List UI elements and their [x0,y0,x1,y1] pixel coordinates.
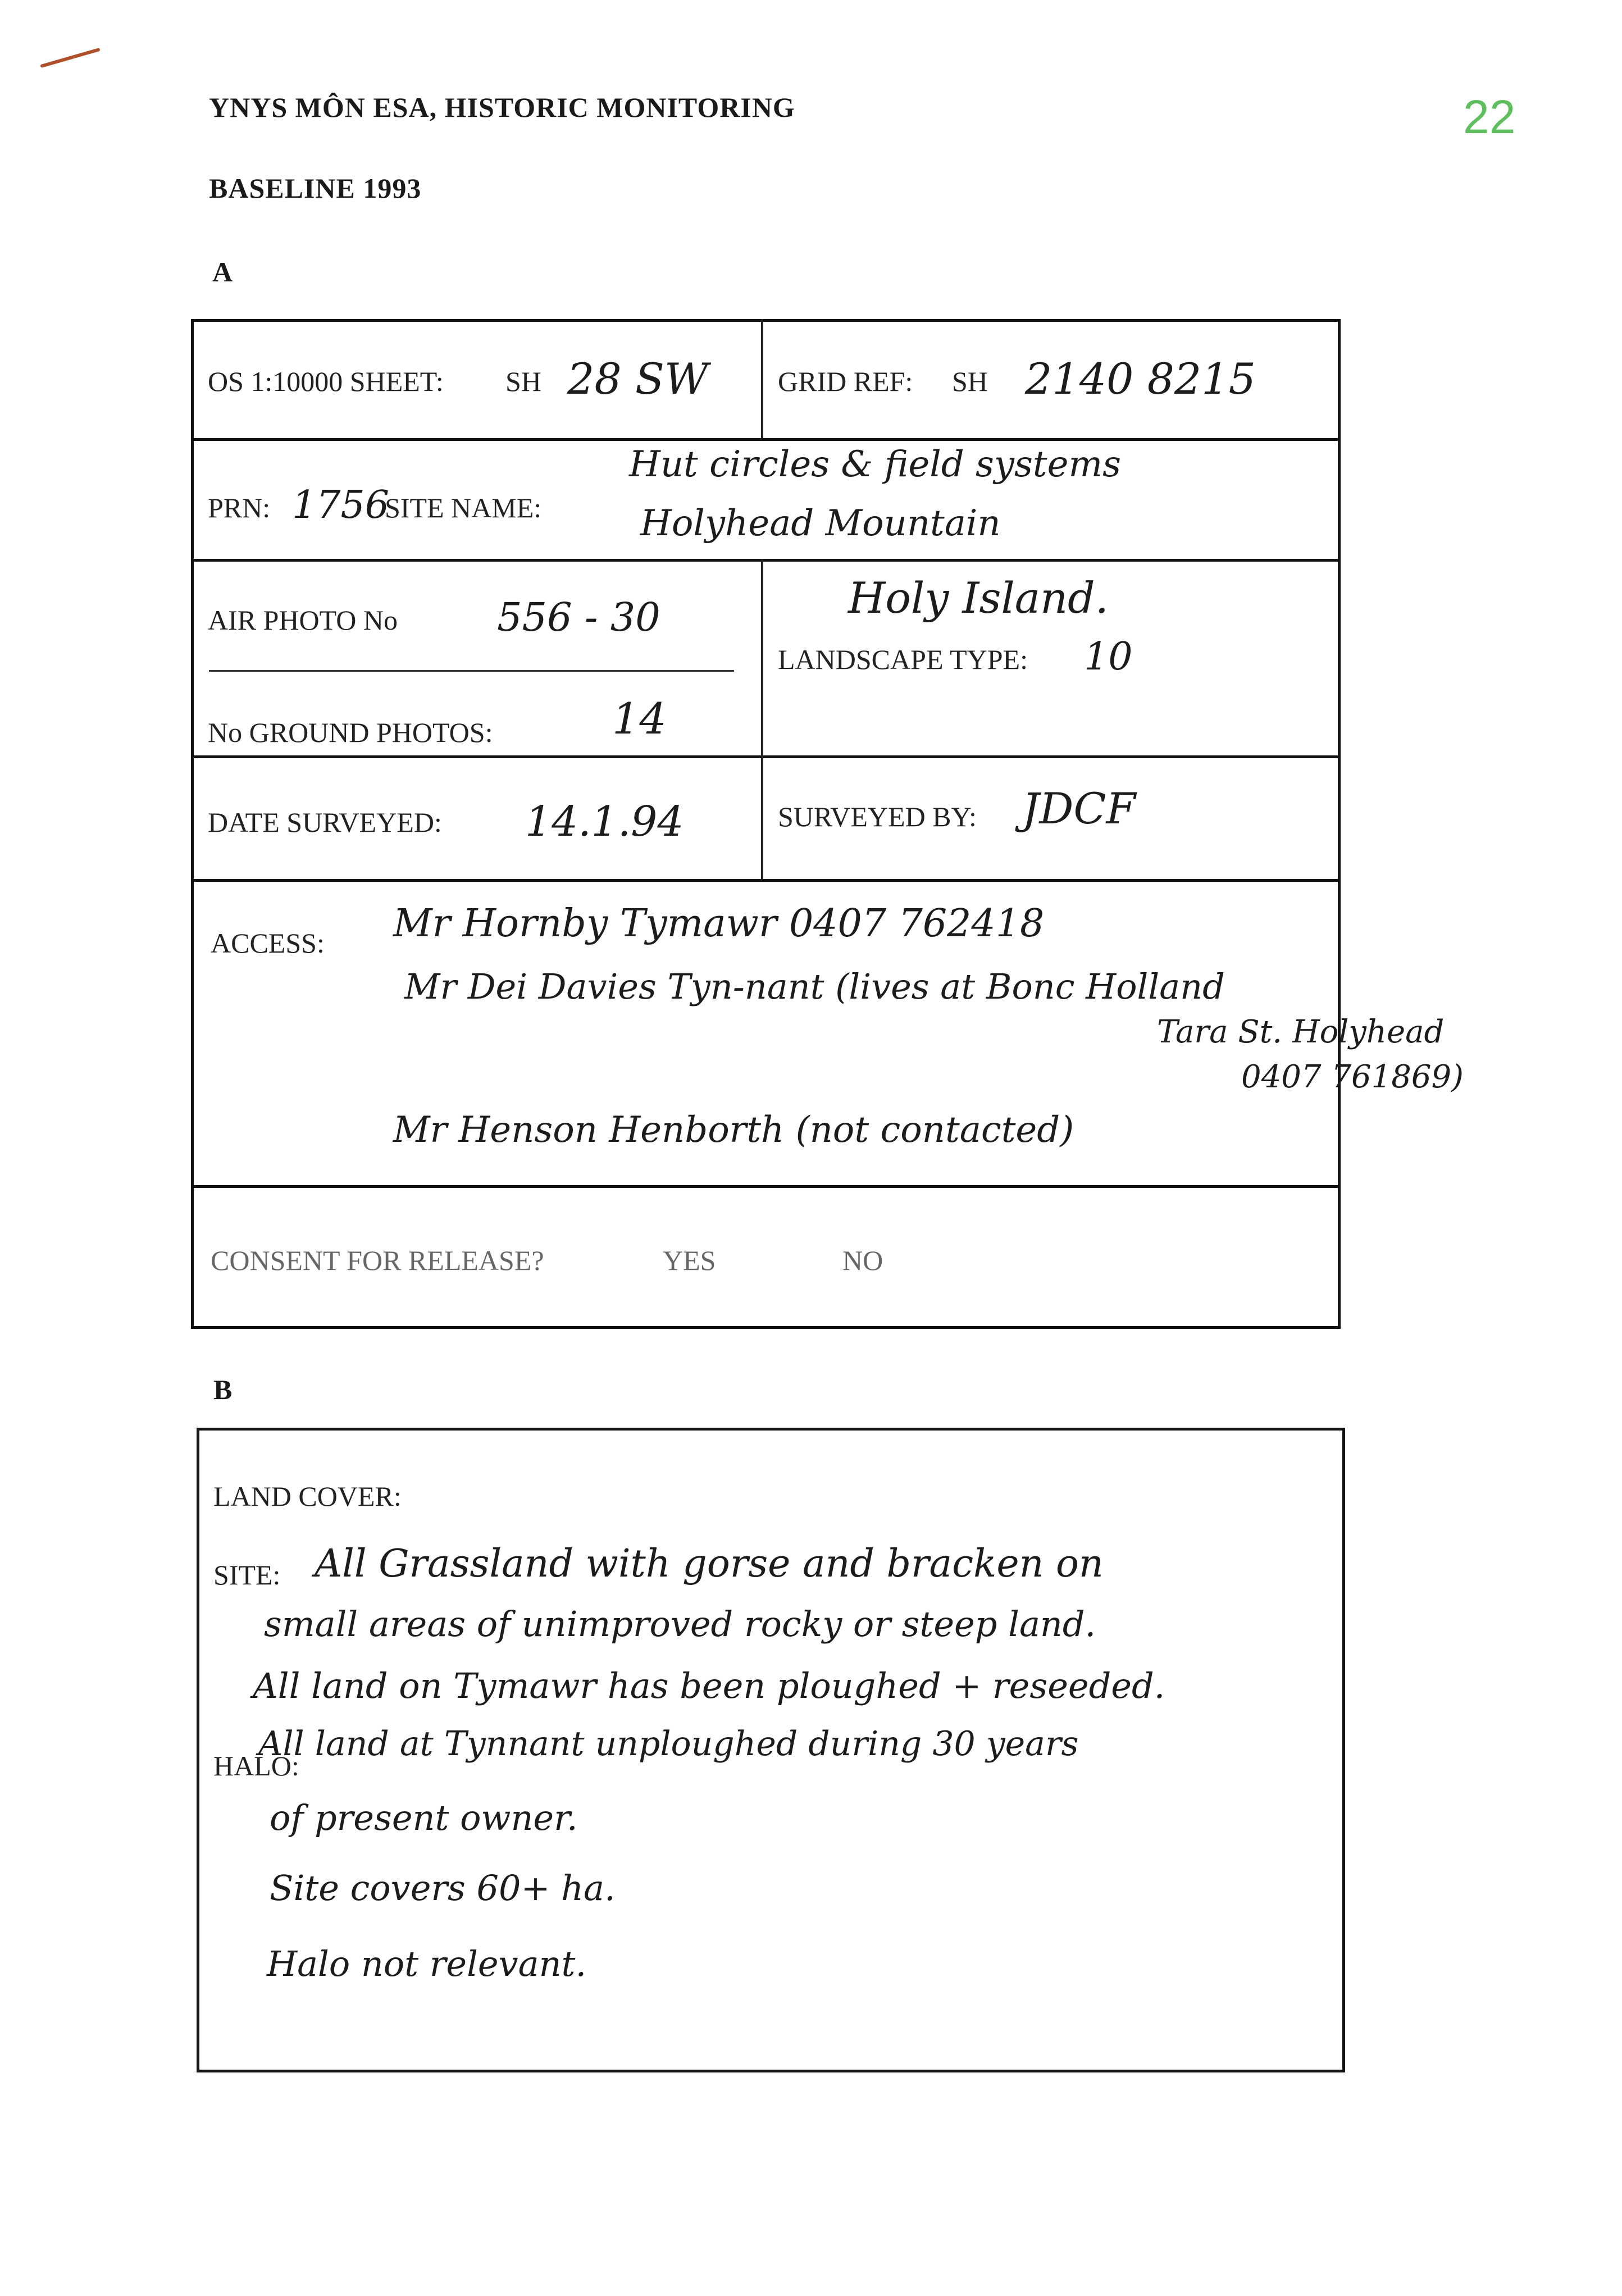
prn-value: 1756 [292,483,390,527]
row-divider [191,879,1341,882]
landscape-type-label: LANDSCAPE TYPE: [778,644,1028,675]
access-line: Mr Hornby Tymawr 0407 762418 [393,901,1045,946]
os-sheet-label: OS 1:10000 SHEET: [208,366,444,397]
access-line: Mr Dei Davies Tyn-nant (lives at Bonc Holland [404,966,1225,1007]
date-surveyed-label: DATE SURVEYED: [208,807,442,838]
land-cover-label: LAND COVER: [213,1480,402,1512]
grid-ref-prefix: SH [952,366,988,397]
prn-label: PRN: [208,492,271,523]
land-cover-note: Halo not relevant. [267,1943,587,1984]
surveyed-by-value: JDCF [1022,783,1136,833]
ground-photos-label: No GROUND PHOTOS: [208,717,493,748]
land-cover-note: of present owner. [270,1797,578,1838]
date-surveyed-value: 14.1.94 [525,798,684,846]
site-name-label: SITE NAME: [385,492,542,523]
site-name-line1: Hut circles & field systems [629,444,1121,485]
row-divider [191,1185,1341,1188]
land-cover-note: All Grassland with gorse and bracken on [315,1542,1104,1586]
row-divider [191,755,1341,758]
page-title: YNYS MÔN ESA, HISTORIC MONITORING [209,92,795,123]
air-photo-underline [209,670,734,672]
page-number: 22 [1463,90,1516,143]
location-note: Holy Island. [848,573,1109,623]
surveyed-by-label: SURVEYED BY: [778,801,977,832]
air-photo-value: 556 - 30 [497,594,660,640]
col-divider [761,755,763,879]
landscape-type-value: 10 [1084,635,1133,679]
land-cover-note: Site covers 60+ ha. [270,1867,616,1908]
pen-mark [40,48,100,68]
section-b-letter: B [213,1374,233,1405]
access-label: ACCESS: [211,927,325,959]
os-sheet-prefix: SH [505,366,541,397]
land-cover-note: small areas of unimproved rocky or steep land. [264,1603,1096,1644]
grid-ref-label: GRID REF: [778,366,913,397]
consent-no: NO [842,1245,883,1276]
page-subtitle: BASELINE 1993 [209,172,422,204]
site-name-line2: Holyhead Mountain [640,503,1001,544]
row-divider [191,559,1341,562]
os-sheet-value: 28 SW [567,354,709,404]
col-divider [761,319,763,438]
site-label: SITE: [213,1559,281,1591]
consent-label: CONSENT FOR RELEASE? [211,1245,544,1276]
land-cover-note: All land on Tymawr has been ploughed + reseeded. [253,1665,1165,1706]
col-divider [761,559,763,755]
ground-photos-value: 14 [612,694,667,744]
access-line: Tara St. Holyhead [1157,1014,1445,1050]
halo-label: HALO: [213,1750,299,1782]
access-line: Mr Henson Henborth (not contacted) [393,1109,1074,1151]
air-photo-label: AIR PHOTO No [208,604,398,636]
access-line: 0407 761869) [1241,1059,1464,1095]
row-divider [191,438,1341,441]
consent-yes: YES [663,1245,716,1276]
section-a-letter: A [212,256,234,288]
grid-ref-value: 2140 8215 [1025,354,1256,404]
land-cover-note: All land at Tynnant unploughed during 30 years [258,1724,1079,1764]
